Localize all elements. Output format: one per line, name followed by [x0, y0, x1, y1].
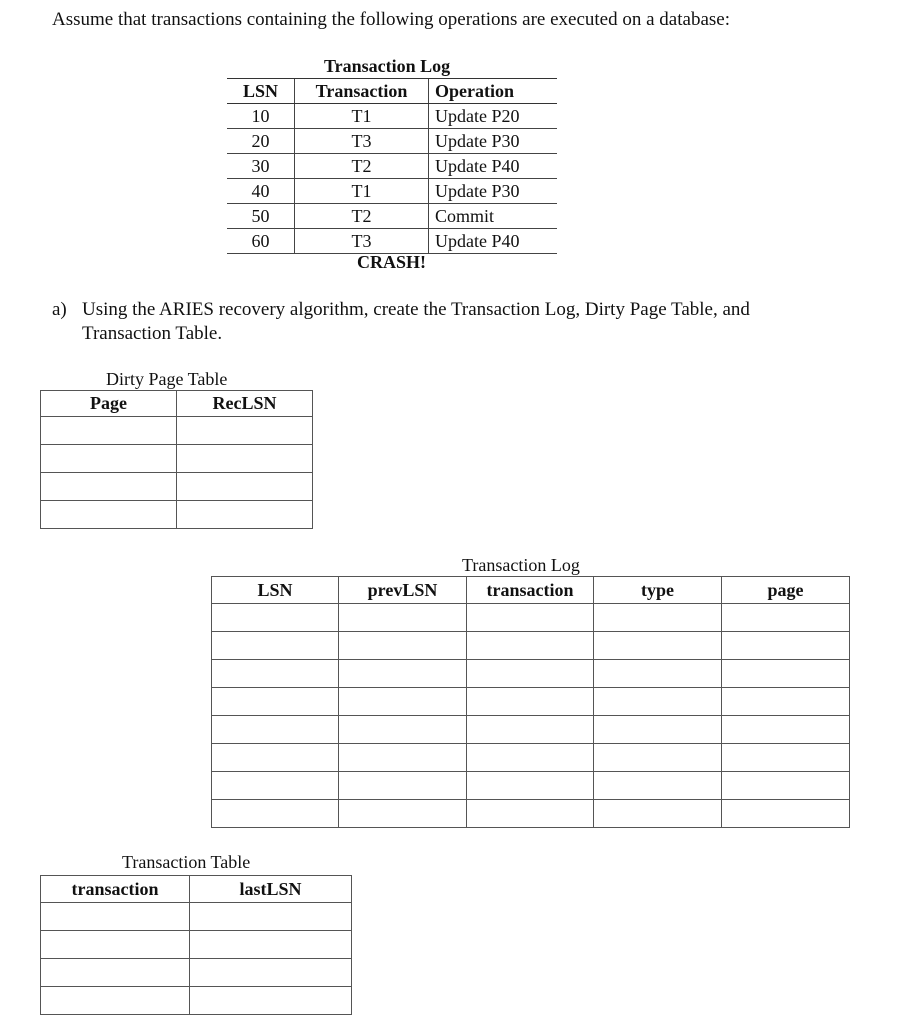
cell-operation: Update P30 — [429, 179, 558, 204]
cell-lsn: 30 — [227, 154, 295, 179]
given-log-header-row — [227, 79, 557, 104]
blank-cell[interactable] — [722, 660, 850, 688]
blank-cell-reclsn[interactable] — [177, 445, 313, 473]
blank-cell[interactable] — [722, 772, 850, 800]
blank-cell[interactable] — [339, 604, 467, 632]
cell-transaction: T3 — [295, 229, 429, 254]
blank-cell[interactable] — [467, 660, 594, 688]
header-lsn: LSN — [227, 79, 295, 104]
blank-cell[interactable] — [339, 744, 467, 772]
blank-cell[interactable] — [594, 772, 722, 800]
blank-cell[interactable] — [212, 772, 339, 800]
blank-cell-lastlsn[interactable] — [190, 959, 352, 987]
blank-cell[interactable] — [594, 744, 722, 772]
answer-log-header-row — [212, 577, 850, 604]
header-reclsn: RecLSN — [177, 391, 313, 417]
table-row — [212, 800, 850, 828]
intro-text: Assume that transactions containing the following operations are executed on a database: — [52, 9, 730, 30]
cell-transaction: T2 — [295, 154, 429, 179]
blank-cell-lastlsn[interactable] — [190, 987, 352, 1015]
blank-cell[interactable] — [212, 660, 339, 688]
table-row — [41, 959, 352, 987]
table-row — [212, 716, 850, 744]
table-row — [41, 501, 313, 529]
given-transaction-log-table — [227, 78, 557, 254]
cell-lsn: 20 — [227, 129, 295, 154]
blank-cell[interactable] — [467, 688, 594, 716]
header-page: Page — [41, 391, 177, 417]
blank-cell[interactable] — [212, 800, 339, 828]
blank-cell[interactable] — [212, 632, 339, 660]
blank-cell[interactable] — [594, 632, 722, 660]
header-transaction: transaction — [41, 876, 190, 903]
cell-transaction: T1 — [295, 179, 429, 204]
blank-cell-reclsn[interactable] — [177, 473, 313, 501]
table-row — [212, 772, 850, 800]
table-row — [227, 104, 557, 129]
header-lastlsn: lastLSN — [190, 876, 352, 903]
blank-cell[interactable] — [467, 744, 594, 772]
table-row — [227, 154, 557, 179]
table-row — [227, 204, 557, 229]
blank-cell[interactable] — [212, 688, 339, 716]
blank-cell[interactable] — [339, 688, 467, 716]
blank-cell[interactable] — [339, 800, 467, 828]
blank-cell[interactable] — [594, 660, 722, 688]
table-row — [41, 987, 352, 1015]
cell-transaction: T3 — [295, 129, 429, 154]
blank-cell[interactable] — [467, 716, 594, 744]
given-log-title: Transaction Log — [324, 56, 451, 76]
blank-cell[interactable] — [467, 604, 594, 632]
blank-cell[interactable] — [594, 716, 722, 744]
blank-cell[interactable] — [339, 716, 467, 744]
blank-cell[interactable] — [212, 744, 339, 772]
header-transaction: transaction — [467, 577, 594, 604]
blank-cell[interactable] — [722, 716, 850, 744]
cell-operation: Commit — [429, 204, 558, 229]
answer-transaction-log-title: Transaction Log — [462, 555, 580, 575]
table-row — [212, 688, 850, 716]
cell-operation: Update P20 — [429, 104, 558, 129]
header-transaction: Transaction — [295, 79, 429, 104]
blank-cell[interactable] — [467, 632, 594, 660]
question-label: a) — [52, 299, 67, 320]
blank-cell-reclsn[interactable] — [177, 417, 313, 445]
crash-label: CRASH! — [357, 252, 427, 272]
cell-lsn: 10 — [227, 104, 295, 129]
table-row — [227, 179, 557, 204]
cell-operation: Update P40 — [429, 229, 558, 254]
blank-cell-reclsn[interactable] — [177, 501, 313, 529]
blank-cell[interactable] — [594, 604, 722, 632]
blank-cell[interactable] — [722, 632, 850, 660]
blank-cell-transaction[interactable] — [41, 987, 190, 1015]
table-row — [41, 931, 352, 959]
blank-cell-transaction[interactable] — [41, 931, 190, 959]
blank-cell-transaction[interactable] — [41, 903, 190, 931]
header-page: page — [722, 577, 850, 604]
blank-cell[interactable] — [339, 632, 467, 660]
blank-cell[interactable] — [467, 800, 594, 828]
blank-cell[interactable] — [594, 688, 722, 716]
table-row — [41, 417, 313, 445]
table-row — [41, 473, 313, 501]
blank-cell-transaction[interactable] — [41, 959, 190, 987]
dirty-page-table — [40, 390, 313, 529]
question-a — [52, 298, 782, 346]
blank-cell[interactable] — [212, 716, 339, 744]
table-row — [212, 660, 850, 688]
transaction-table-title: Transaction Table — [122, 852, 251, 872]
blank-cell[interactable] — [594, 800, 722, 828]
table-row — [41, 903, 352, 931]
cell-lsn: 60 — [227, 229, 295, 254]
blank-cell[interactable] — [722, 800, 850, 828]
blank-cell[interactable] — [722, 604, 850, 632]
header-lsn: LSN — [212, 577, 339, 604]
table-row — [212, 604, 850, 632]
blank-cell-lastlsn[interactable] — [190, 931, 352, 959]
answer-transaction-log-table — [211, 576, 850, 828]
header-prevlsn: prevLSN — [339, 577, 467, 604]
blank-cell[interactable] — [722, 688, 850, 716]
transaction-table-header-row — [41, 876, 352, 903]
table-row — [212, 632, 850, 660]
table-row — [227, 229, 557, 254]
blank-cell[interactable] — [467, 772, 594, 800]
blank-cell-page[interactable] — [41, 445, 177, 473]
blank-cell[interactable] — [212, 604, 339, 632]
cell-lsn: 40 — [227, 179, 295, 204]
blank-cell[interactable] — [339, 660, 467, 688]
cell-transaction: T2 — [295, 204, 429, 229]
blank-cell-lastlsn[interactable] — [190, 903, 352, 931]
cell-operation: Update P30 — [429, 129, 558, 154]
cell-operation: Update P40 — [429, 154, 558, 179]
blank-cell-page[interactable] — [41, 473, 177, 501]
blank-cell-page[interactable] — [41, 417, 177, 445]
blank-cell[interactable] — [339, 772, 467, 800]
cell-transaction: T1 — [295, 104, 429, 129]
cell-lsn: 50 — [227, 204, 295, 229]
header-operation: Operation — [429, 79, 558, 104]
question-text: Using the ARIES recovery algorithm, create the Transaction Log, Dirty Page Table, and Transaction Table. — [82, 299, 750, 344]
table-row — [212, 744, 850, 772]
blank-cell[interactable] — [722, 744, 850, 772]
header-type: type — [594, 577, 722, 604]
transaction-table — [40, 875, 352, 1015]
dirty-page-table-header-row — [41, 391, 313, 417]
blank-cell-page[interactable] — [41, 501, 177, 529]
table-row — [41, 445, 313, 473]
table-row — [227, 129, 557, 154]
dirty-page-table-title: Dirty Page Table — [106, 369, 228, 389]
